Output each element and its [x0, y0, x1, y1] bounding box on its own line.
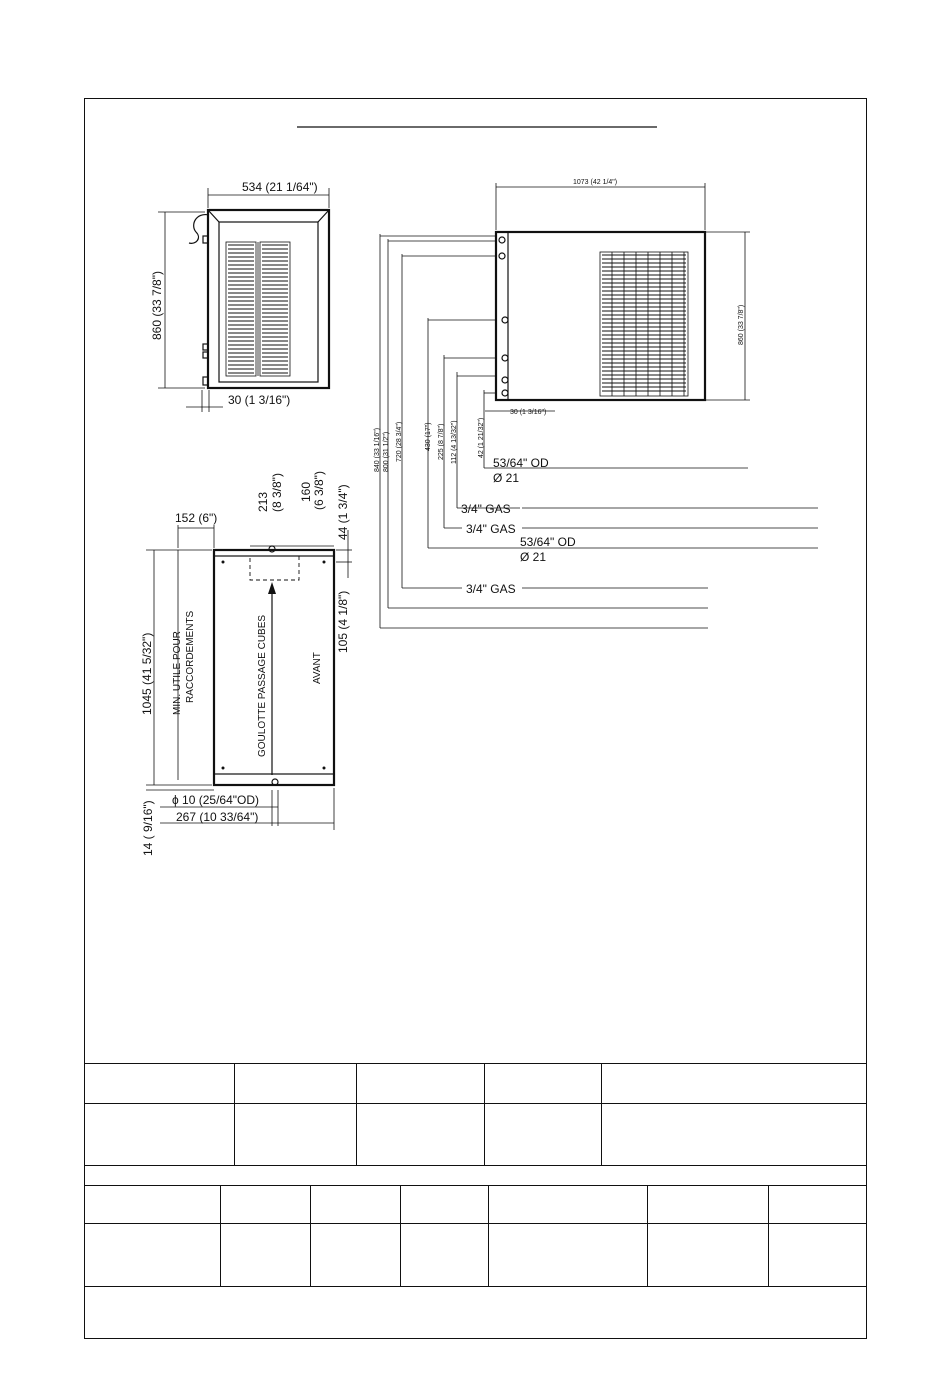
side-width-label: 1073 (42 1/4") — [573, 179, 618, 186]
table-col-divider — [310, 1185, 311, 1286]
dim-44: 44 (1 3/4") — [336, 484, 350, 540]
table-row-border — [84, 1165, 867, 1166]
dim-160-in: (6 3/8") — [312, 471, 326, 510]
table-col-divider — [601, 1063, 602, 1165]
dim-267: 267 (10 33/64") — [176, 810, 259, 824]
vdim-42: 42 (1 21/32") — [478, 417, 485, 458]
table-col-divider — [484, 1063, 485, 1165]
dim-160: 160 — [299, 481, 313, 502]
front-width-label: 534 (21 1/64") — [242, 180, 318, 194]
side-view — [374, 179, 818, 628]
table-col-divider — [234, 1063, 235, 1165]
front-depth-label: 30 (1 3/16") — [228, 393, 291, 407]
table-col-divider — [220, 1185, 221, 1286]
conn-4-label: 53/64" OD — [520, 535, 576, 549]
conn-4-sub: Ø 21 — [520, 550, 547, 564]
vdim-225: 225 (8 7/8") — [438, 423, 445, 460]
vdim-720: 720 (28 3/4") — [396, 421, 403, 462]
front-grille — [226, 242, 290, 376]
vdim-800: 800 (31 1/2") — [383, 431, 390, 472]
front-view — [150, 180, 329, 412]
dim-phi10: ϕ 10 (25/64"OD) — [172, 793, 260, 807]
min-utile-line1: MIN. UTILE POUR — [172, 631, 183, 715]
conn-1-label: 53/64" OD — [493, 456, 549, 470]
side-grille — [600, 252, 688, 396]
table-row-border — [84, 1103, 867, 1104]
vdim-840: 840 (33 1/16") — [374, 427, 381, 472]
dim-213: 213 — [256, 491, 270, 512]
vdim-430: 430 (17") — [425, 422, 432, 451]
table-row-border — [84, 1223, 867, 1224]
table-col-divider — [768, 1185, 769, 1286]
dim-14: 14 ( 9/16") — [141, 800, 155, 856]
dim-152: 152 (6") — [175, 511, 218, 525]
conn-3-label: 3/4" GAS — [466, 522, 516, 536]
table-col-divider — [647, 1185, 648, 1286]
front-height-label: 860 (33 7/8") — [150, 271, 164, 340]
table-row-border — [84, 1185, 867, 1186]
conn-5-label: 3/4" GAS — [466, 582, 516, 596]
table-row-border — [84, 1286, 867, 1287]
side-bottom-label: 30 (1 3/16") — [510, 409, 547, 416]
min-utile-line2: RACCORDEMENTS — [185, 610, 196, 703]
table-col-divider — [488, 1185, 489, 1286]
conn-1-sub: Ø 21 — [493, 471, 520, 485]
table-top-border — [84, 1063, 867, 1064]
plan-view — [140, 471, 352, 856]
avant-label: AVANT — [312, 652, 323, 684]
power-cable — [189, 215, 209, 244]
table-col-divider — [356, 1063, 357, 1165]
table-col-divider — [400, 1185, 401, 1286]
conn-2-label: 3/4" GAS — [461, 502, 511, 516]
dim-1045: 1045 (41 5/32") — [140, 632, 154, 715]
dim-213-in: (8 3/8") — [270, 473, 284, 512]
side-height-label: 860 (33 7/8") — [738, 304, 745, 345]
goulotte-label: GOULOTTE PASSAGE CUBES — [257, 614, 268, 757]
dim-105: 105 (4 1/8") — [336, 590, 350, 653]
vdim-112: 112 (4 13/32") — [451, 420, 458, 464]
